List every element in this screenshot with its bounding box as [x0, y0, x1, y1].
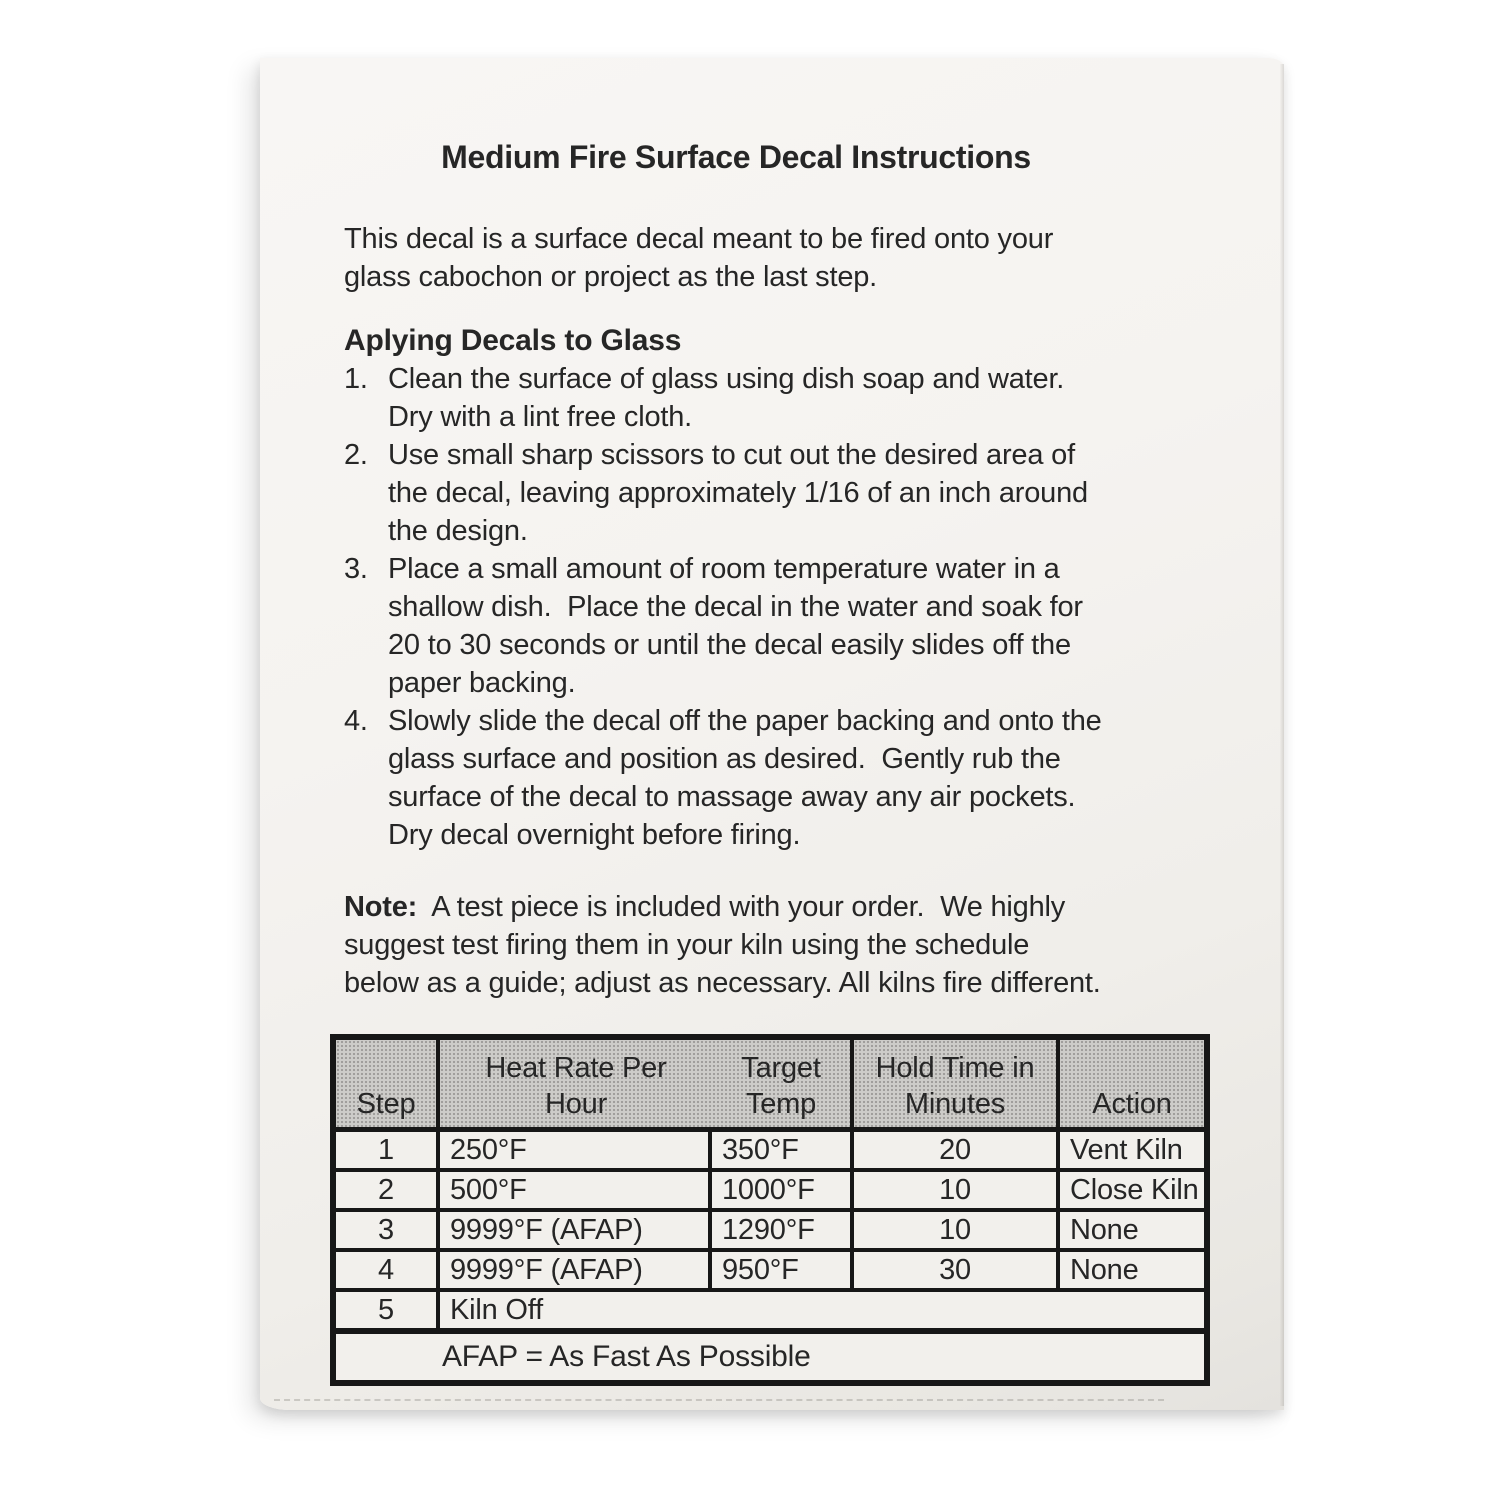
step-item-1	[344, 360, 1258, 436]
step-number: 4.	[344, 705, 368, 737]
table-cell: 1	[336, 1132, 440, 1172]
section-heading: Aplying Decals to Glass	[344, 324, 682, 357]
step-line: surface of the decal to massage away any air pockets.	[388, 781, 1076, 813]
step-line: glass surface and position as desired. Gently rub the	[388, 743, 1061, 775]
table-cell: 950°F	[712, 1252, 854, 1292]
page-title: Medium Fire Surface Decal Instructions	[441, 139, 1031, 175]
step-line: the design.	[388, 515, 528, 547]
table-cell: None	[1060, 1212, 1204, 1252]
step-line: 20 to 30 seconds or until the decal easily slides off the	[388, 629, 1071, 661]
header-line: Step	[356, 1088, 416, 1120]
header-cell-hold-time	[854, 1040, 1060, 1132]
step-item-2	[344, 436, 1258, 550]
note-line: below as a guide; adjust as necessary. All kilns fire different.	[344, 967, 1101, 999]
table-cell: 1290°F	[712, 1212, 854, 1252]
intro-paragraph	[344, 220, 1258, 296]
header-line: Action	[1092, 1088, 1172, 1120]
table-cell: 10	[854, 1172, 1060, 1212]
table-cell: 10	[854, 1212, 1060, 1252]
step-line: Dry with a lint free cloth.	[388, 401, 693, 433]
sheet-content	[260, 58, 1284, 1386]
step-line: shallow dish. Place the decal in the water and soak for	[388, 591, 1083, 623]
step-text	[388, 702, 1102, 854]
intro-line: glass cabochon or project as the last step.	[344, 261, 878, 293]
table-cell: Vent Kiln	[1060, 1132, 1204, 1172]
header-cell-action	[1060, 1040, 1204, 1132]
header-cell-target-temp	[712, 1040, 854, 1132]
header-line: Temp	[745, 1088, 817, 1120]
note-paragraph	[344, 888, 1258, 1002]
step-line: paper backing.	[388, 667, 576, 699]
step-item-3	[344, 550, 1258, 702]
step-line: the decal, leaving approximately 1/16 of an inch around	[388, 477, 1088, 509]
table-cell: 500°F	[440, 1172, 712, 1212]
header-line: Heat Rate Per	[485, 1052, 667, 1084]
table-cell: 250°F	[440, 1132, 712, 1172]
table-cell: Close Kiln	[1060, 1172, 1204, 1212]
step-text	[388, 436, 1088, 550]
step-line: Slowly slide the decal off the paper backing and onto the	[388, 705, 1102, 737]
firing-schedule-table	[330, 1034, 1210, 1386]
table-cell: 2	[336, 1172, 440, 1212]
header-cell-heat-rate	[440, 1040, 712, 1132]
header-cell-step	[336, 1040, 440, 1132]
step-number: 1.	[344, 363, 368, 395]
note-line	[344, 888, 1258, 926]
table-cell: 30	[854, 1252, 1060, 1292]
step-number: 2.	[344, 439, 368, 471]
intro-line: This decal is a surface decal meant to be fired onto your	[344, 223, 1054, 255]
table-cell: 3	[336, 1212, 440, 1252]
table-cell: 20	[854, 1132, 1060, 1172]
note-text: A test piece is included with your order. We highly	[417, 891, 1066, 923]
step-line: Dry decal overnight before firing.	[388, 819, 801, 851]
table-cell: 1000°F	[712, 1172, 854, 1212]
instruction-sheet	[260, 58, 1284, 1410]
header-line: Hold Time in	[875, 1052, 1035, 1084]
table-cell: 4	[336, 1252, 440, 1292]
table-cell: 9999°F (AFAP)	[440, 1212, 712, 1252]
table-cell: 5	[336, 1292, 440, 1334]
note-label: Note:	[344, 891, 418, 923]
step-line: Place a small amount of room temperature water in a	[388, 553, 1060, 585]
header-line: Hour	[544, 1088, 608, 1120]
step-line: Clean the surface of glass using dish soap and water.	[388, 363, 1065, 395]
note-line: suggest test firing them in your kiln using the schedule	[344, 929, 1030, 961]
table-cell-kiln-off: Kiln Off	[440, 1292, 1204, 1334]
header-line: Minutes	[904, 1088, 1006, 1120]
step-text	[388, 550, 1083, 702]
header-line: Target	[741, 1052, 821, 1084]
step-line: Use small sharp scissors to cut out the desired area of	[388, 439, 1075, 471]
step-item-4	[344, 702, 1258, 854]
table-cell: None	[1060, 1252, 1204, 1292]
step-text	[388, 360, 1064, 436]
table-footer-note: AFAP = As Fast As Possible	[442, 1340, 811, 1373]
step-number: 3.	[344, 553, 368, 585]
table-cell: 9999°F (AFAP)	[440, 1252, 712, 1292]
table-cell: 350°F	[712, 1132, 854, 1172]
